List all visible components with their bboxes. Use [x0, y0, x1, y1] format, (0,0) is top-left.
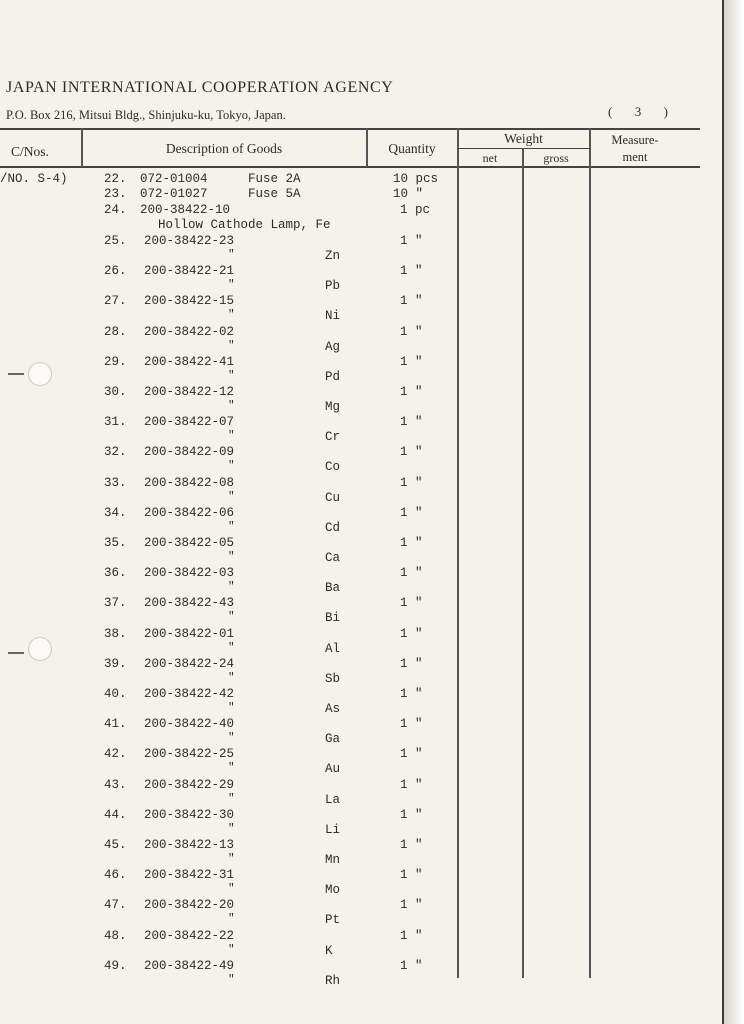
column-header-gross: gross: [543, 151, 569, 165]
item-element: As: [325, 702, 341, 716]
item-quantity: 1 ": [400, 385, 423, 399]
list-item: [0, 445, 700, 475]
item-quantity: 1 ": [400, 445, 423, 460]
list-item: [0, 415, 700, 445]
item-element: Zn: [325, 249, 341, 263]
list-item: [0, 929, 700, 959]
item-element: Bi: [325, 611, 341, 626]
item-quantity: 1 ": [400, 838, 423, 852]
list-item: [0, 868, 700, 898]
list-item: [0, 385, 700, 415]
list-item: [0, 808, 700, 838]
item-number: 32.: [104, 445, 127, 460]
ditto-mark: ": [228, 732, 235, 745]
item-quantity: 1 ": [400, 898, 423, 913]
item-element: Ga: [325, 732, 341, 747]
item-number: 22.: [104, 172, 127, 186]
ditto-mark: ": [228, 460, 235, 473]
list-item: [0, 898, 700, 928]
list-item: [0, 506, 700, 536]
item-code: 200-38422-02: [144, 324, 235, 339]
ditto-mark: ": [228, 430, 235, 443]
item-quantity: 1 ": [400, 687, 423, 701]
item-quantity: 1 ": [400, 536, 423, 550]
ditto-mark: ": [228, 973, 235, 986]
column-header-measurement: [590, 132, 680, 166]
ditto-mark: ": [228, 762, 235, 775]
item-code: 200-38422-41: [144, 354, 235, 369]
ditto-mark: ": [228, 792, 235, 805]
list-item: [0, 325, 700, 355]
list-item: [0, 657, 700, 687]
item-element: K: [325, 943, 333, 958]
item-number: 39.: [104, 656, 127, 671]
ditto-mark: ": [228, 339, 235, 352]
item-number: 36.: [104, 566, 127, 581]
item-name: Fuse 5A: [248, 187, 301, 201]
item-code: 200-38422-31: [144, 868, 235, 883]
item-code: 200-38422-05: [144, 536, 235, 550]
list-item: [0, 355, 700, 385]
item-number: 47.: [104, 898, 127, 913]
page-number-close: ): [663, 104, 668, 119]
measurement-line-2: ment: [622, 150, 648, 164]
item-quantity: 1 ": [400, 868, 423, 883]
item-code: 200-38422-24: [144, 656, 235, 671]
item-element: Ba: [325, 581, 341, 596]
item-code: 200-38422-08: [144, 475, 235, 490]
item-quantity: 1 ": [400, 777, 423, 792]
ditto-mark: ": [228, 400, 235, 412]
table-header-rule: [0, 166, 700, 168]
item-element: Li: [325, 822, 341, 837]
item-quantity: 1 ": [400, 234, 423, 248]
item-number: 29.: [104, 354, 127, 369]
measurement-line-1: Measure-: [611, 133, 659, 147]
list-item: [0, 566, 700, 596]
item-number: 25.: [104, 234, 127, 248]
ditto-mark: ": [228, 943, 235, 956]
list-item: [0, 476, 700, 506]
item-element: Sb: [325, 671, 341, 686]
page-number-value: 3: [634, 104, 642, 119]
ditto-mark: ": [228, 309, 235, 322]
item-quantity: 1 ": [400, 717, 423, 732]
item-code: 200-38422-25: [144, 747, 235, 762]
item-number: 37.: [104, 596, 127, 611]
column-header-cnos: C/Nos.: [11, 144, 49, 159]
ditto-mark: ": [228, 702, 235, 714]
item-code: 200-38422-43: [144, 596, 235, 611]
table-top-rule: [0, 128, 700, 130]
ditto-mark: ": [228, 611, 235, 624]
item-name: Fuse 2A: [248, 172, 301, 186]
column-header-net: net: [482, 151, 498, 165]
page-number: [608, 104, 668, 120]
ditto-mark: ": [228, 641, 235, 654]
item-number: 26.: [104, 264, 127, 279]
list-item: [0, 264, 700, 294]
punch-hole-mark: [8, 652, 24, 654]
item-quantity: 1 ": [400, 475, 423, 490]
column-header-quantity: Quantity: [388, 141, 436, 156]
item-quantity: 1 ": [400, 264, 423, 279]
item-element: Ni: [325, 309, 341, 324]
column-header-weight: Weight: [504, 131, 543, 146]
item-code: 200-38422-20: [144, 898, 235, 913]
item-quantity: 1 ": [400, 294, 423, 309]
item-code: 200-38422-23: [144, 234, 235, 248]
item-code: 200-38422-15: [144, 294, 235, 309]
item-code: 200-38422-07: [144, 415, 235, 430]
ditto-mark: ": [228, 249, 235, 261]
item-quantity: 1 ": [400, 505, 423, 520]
item-quantity: 1 ": [400, 415, 423, 430]
item-number: 46.: [104, 868, 127, 883]
ditto-mark: ": [228, 369, 235, 382]
item-number: 34.: [104, 505, 127, 520]
item-element: Mo: [325, 883, 341, 898]
item-code: 200-38422-13: [144, 838, 235, 852]
item-number: 28.: [104, 324, 127, 339]
list-item: [0, 596, 700, 626]
item-element: Au: [325, 762, 341, 777]
item-number: 43.: [104, 777, 127, 792]
item-number: 31.: [104, 415, 127, 430]
item-quantity: 10 pcs: [393, 172, 439, 186]
item-number: 49.: [104, 958, 127, 973]
item-element: Mn: [325, 853, 341, 867]
item-code: 200-38422-30: [144, 807, 235, 822]
list-item: [0, 294, 700, 324]
item-number: 44.: [104, 807, 127, 822]
item-code: 200-38422-06: [144, 505, 235, 520]
punch-hole: [28, 362, 52, 386]
item-element: Pd: [325, 369, 341, 384]
ditto-mark: ": [228, 490, 235, 503]
item-number: 38.: [104, 626, 127, 641]
item-quantity: 1 ": [400, 958, 423, 973]
ditto-mark: ": [228, 671, 235, 684]
list-item: [0, 747, 700, 777]
page-edge-shadow: [724, 0, 744, 1024]
item-element: Ag: [325, 339, 341, 354]
item-code: 200-38422-01: [144, 626, 235, 641]
item-element: Cu: [325, 490, 341, 505]
item-quantity: 1 ": [400, 656, 423, 671]
item-code: 200-38422-29: [144, 777, 235, 792]
item-number: 40.: [104, 687, 127, 701]
page-edge: [722, 0, 724, 1024]
punch-hole-mark: [8, 373, 24, 375]
item-quantity: 1 ": [400, 354, 423, 369]
list-item: [0, 536, 700, 566]
punch-hole: [28, 637, 52, 661]
list-item: [0, 687, 700, 717]
item-element: Rh: [325, 973, 341, 988]
ditto-mark: ": [228, 279, 235, 292]
item-number: 45.: [104, 838, 127, 852]
item-number: 35.: [104, 536, 127, 550]
item-element: Mg: [325, 400, 341, 414]
item-code: 200-38422-03: [144, 566, 235, 581]
case-number: /NO. S-4): [0, 172, 68, 186]
item-quantity: 1 ": [400, 626, 423, 641]
item-element: Co: [325, 460, 341, 475]
item-code: 200-38422-12: [144, 385, 235, 399]
item-number: 48.: [104, 928, 127, 943]
ditto-mark: ": [228, 551, 235, 563]
item-element: Al: [325, 641, 341, 656]
item-number: 23.: [104, 187, 127, 201]
item-element: La: [325, 792, 341, 807]
list-item: [0, 234, 700, 264]
item-element: Pt: [325, 913, 341, 928]
list-item: [0, 838, 700, 868]
list-item: [0, 717, 700, 747]
item-number: 33.: [104, 475, 127, 490]
item-name: Hollow Cathode Lamp, Fe: [158, 218, 331, 232]
item-number: 41.: [104, 717, 127, 732]
item-quantity: 1 ": [400, 747, 423, 762]
page-number-open: (: [608, 104, 613, 119]
item-code: 072-01027: [140, 187, 208, 201]
item-number: 42.: [104, 747, 127, 762]
agency-address: P.O. Box 216, Mitsui Bldg., Shinjuku-ku, Tokyo, Japan.: [6, 108, 286, 122]
ditto-mark: ": [228, 853, 235, 865]
ditto-mark: ": [228, 822, 235, 835]
item-code: 200-38422-10: [140, 203, 231, 217]
list-item: [0, 778, 700, 808]
item-element: Ca: [325, 551, 341, 565]
item-quantity: 1 ": [400, 928, 423, 943]
item-code: 200-38422-49: [144, 958, 235, 973]
item-quantity: 1 ": [400, 566, 423, 581]
item-element: Cr: [325, 430, 341, 445]
item-element: Cd: [325, 520, 341, 535]
ditto-mark: ": [228, 581, 235, 594]
item-number: 27.: [104, 294, 127, 309]
item-quantity: 1 ": [400, 324, 423, 339]
list-item: [0, 627, 700, 657]
list-item: [0, 959, 700, 989]
item-quantity: 1 ": [400, 596, 423, 611]
item-quantity: 1 pc: [400, 203, 431, 217]
item-code: 200-38422-40: [144, 717, 235, 732]
item-number: 30.: [104, 385, 127, 399]
item-quantity: 1 ": [400, 807, 423, 822]
item-number: 24.: [104, 203, 127, 217]
item-code: 072-01004: [140, 172, 208, 186]
item-code: 200-38422-42: [144, 687, 235, 701]
item-code: 200-38422-09: [144, 445, 235, 460]
item-code: 200-38422-21: [144, 264, 235, 279]
item-code: 200-38422-22: [144, 928, 235, 943]
ditto-mark: ": [228, 913, 235, 926]
ditto-mark: ": [228, 883, 235, 896]
item-quantity: 10 ": [393, 187, 424, 201]
column-header-description: Description of Goods: [165, 141, 283, 156]
item-element: Pb: [325, 279, 341, 294]
ditto-mark: ": [228, 520, 235, 533]
agency-title: JAPAN INTERNATIONAL COOPERATION AGENCY: [6, 79, 394, 96]
